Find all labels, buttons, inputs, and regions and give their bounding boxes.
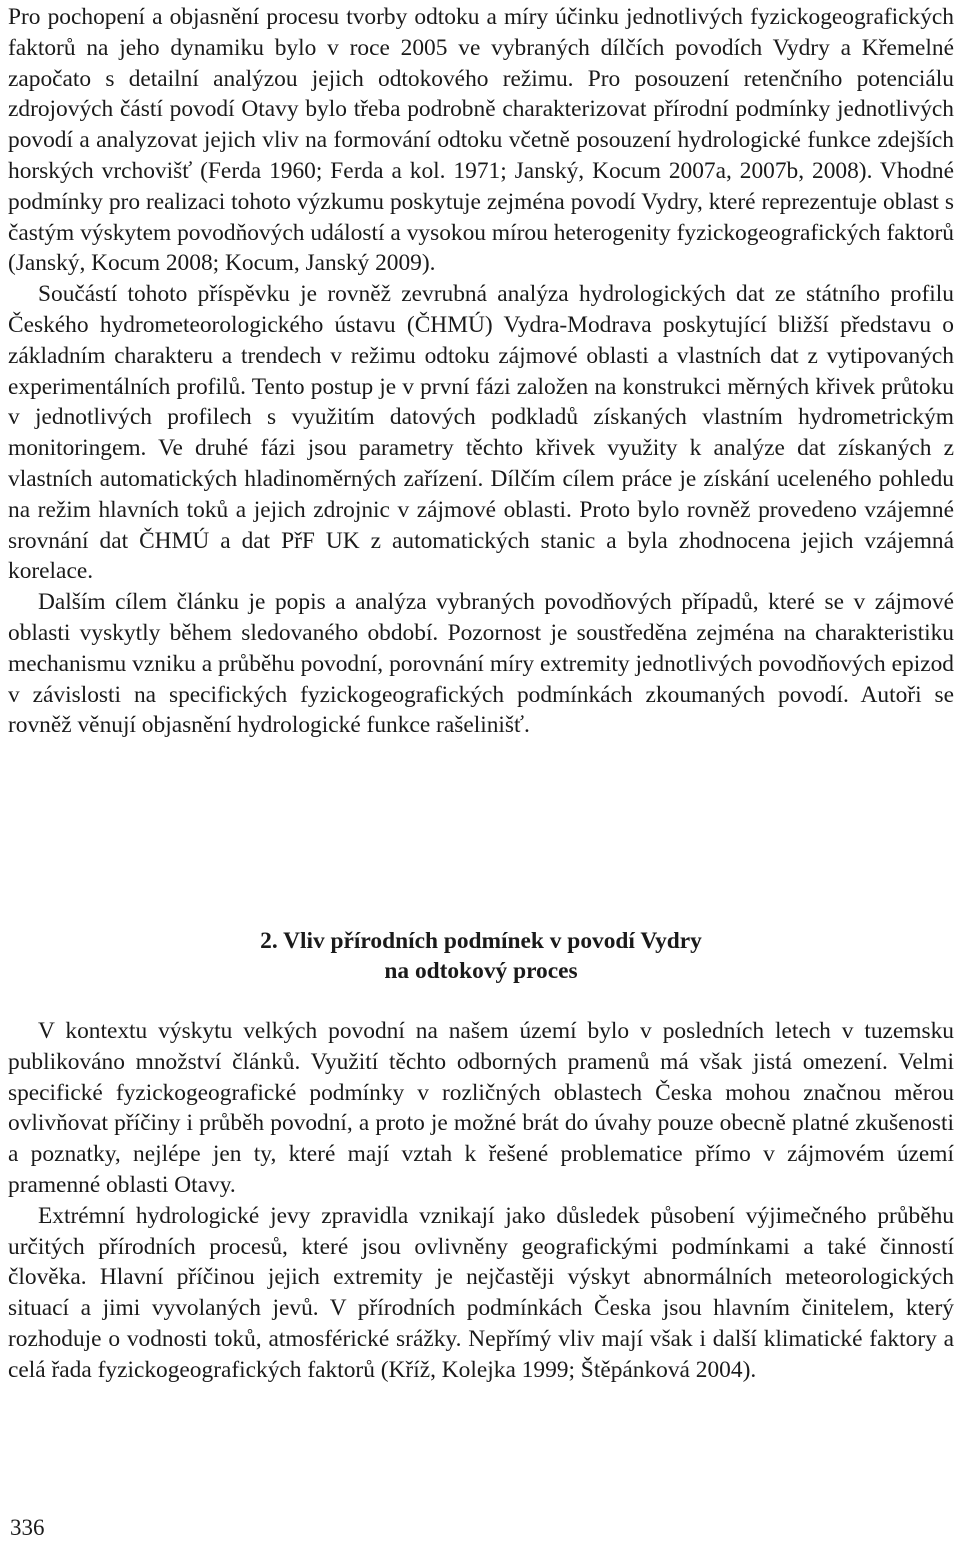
page-number: 336	[10, 1515, 45, 1540]
section-heading-line-1: 2. Vliv přírodních podmínek v povodí Vydry	[260, 928, 702, 954]
paragraph-3: Dalším cílem článku je popis a analýza vybraných povodňových případů, které se v zájmové oblasti vyskytly během sledovaného období. Pozornost je soustředěna zejména na charakteristiku mechanismu vzniku a průběhu povodní, porovnání míry extremity jednotlivých povodňových epizod v závislosti na specifických fyzickogeografických podmínkách zkoumaných povodí. Autoři se rovněž věnují objasnění hydrologické funkce rašelinišť.	[8, 589, 954, 739]
paragraph-4: V kontextu výskytu velkých povodní na našem území bylo v posledních letech v tuzemsku publikováno množství článků. Využití těchto odborných pramenů má však jistá omezení. Velmi specifické fyzickogeografické podmínky v rozličných oblastech Česka mohou značnou měrou ovlivňovat příčiny i průběh povodní, a proto je možné brát do úvahy pouze obecně platné zkušenosti a poznatky, nejlépe jen ty, které mají vztah k řešené problematice přímo v zájmovém území pramenné oblasti Otavy.	[8, 1018, 954, 1198]
section-heading	[8, 926, 954, 986]
paragraph-5: Extrémní hydrologické jevy zpravidla vznikají jako důsledek působení výjimečného průběhu určitých přírodních procesů, které jsou ovlivněny geografickými podmínkami a také činností člověka. Hlavní příčinou jejich extremity je nejčastěji výskyt abnormálních meteorologických situací a jimi vyvolaných jevů. V přírodních podmínkách Česka jsou hlavním činitelem, který rozhoduje o vodnosti toků, atmosférické srážky. Nepřímý vliv mají však i další klimatické faktory a celá řada fyzickogeografických faktorů (Kříž, Kolejka 1999; Štěpánková 2004).	[8, 1202, 954, 1383]
paragraph-2: Součástí tohoto příspěvku je rovněž zevrubná analýza hydrologických dat ze státního profilu Českého hydrometeorologického ústavu (ČHMÚ) Vydra-Modrava poskytující bližší představu o základním charakteru a trendech v režimu odtoku zájmové oblasti a vlastních dat z vytipovaných experimentálních profilů. Tento postup je v první fázi založen na konstrukci měrných křivek průtoku v jednotlivých profilech s využitím datových podkladů získaných vlastním hydrometrickým monitoringem. Ve druhé fázi jsou parametry těchto křivek využity k analýze dat získaných z vlastních automatických hladinoměrných zařízení. Dílčím cílem práce je získání uceleného pohledu na režim hlavních toků a jejich zdrojnic v zájmové oblasti. Proto bylo rovněž provedeno vzájemné srovnání dat ČHMÚ a dat PřF UK z automatických stanic a byla zhodnocena jejich vzájemná korelace.	[8, 281, 954, 585]
section-text-block	[8, 1016, 954, 1386]
section-heading-line-2: na odtokový proces	[384, 958, 578, 984]
paragraph-1: Pro pochopení a objasnění procesu tvorby odtoku a míry účinku jednotlivých fyzickogeografických faktorů na jeho dynamiku bylo v roce 2005 ve vybraných dílčích povodích Vydry a Křemelné započato s detailní analýzou jejich odtokového režimu. Pro posouzení retenčního potenciálu zdrojových částí povodí Otavy bylo třeba podrobně charakterizovat přírodní podmínky jednotlivých povodí a analyzovat jejich vliv na formování odtoku včetně posouzení hydrologické funkce zdejších horských vrchovišť (Ferda 1960; Ferda a kol. 1971; Janský, Kocum 2007a, 2007b, 2008). Vhodné podmínky pro realizaci tohoto výzkumu poskytuje zejména povodí Vydry, které reprezentuje oblast s častým výskytem povodňových událostí a vysokou mírou heterogenity fyzickogeografických faktorů (Janský, Kocum 2008; Kocum, Janský 2009).	[8, 4, 954, 277]
intro-text-block	[8, 2, 954, 741]
